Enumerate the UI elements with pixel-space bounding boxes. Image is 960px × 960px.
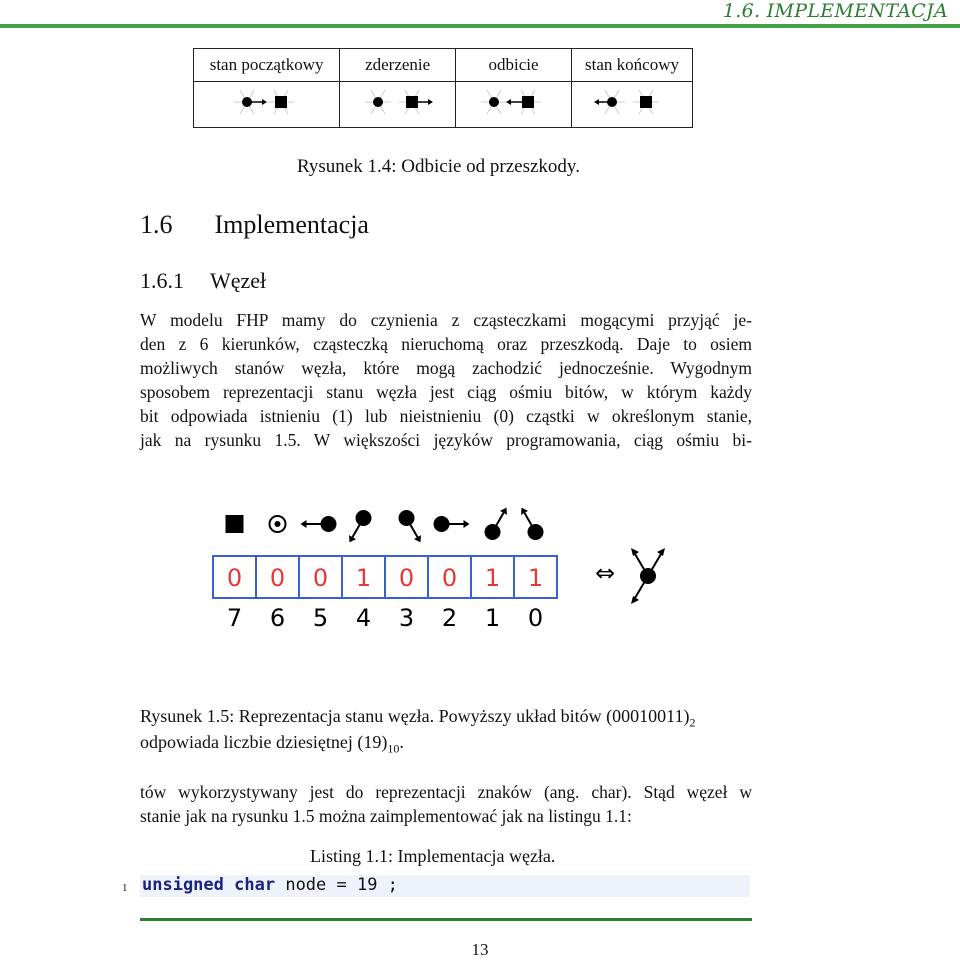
paragraph-line: stanie jak na rysunku 1.5 można zaimplementować jak na listingu 1.1:	[140, 806, 632, 826]
icon-reflection	[456, 82, 572, 128]
bit-boxes	[213, 556, 557, 598]
col-collision: zderzenie	[340, 49, 456, 82]
code-line	[142, 875, 398, 895]
col-initial-state: stan początkowy	[194, 49, 340, 82]
paragraph-1	[140, 308, 752, 452]
code-rest: node = 19 ;	[275, 875, 398, 895]
paragraph-line: jak na rysunku 1.5. W większości języków programowania, ciąg ośmiu bi-	[140, 430, 752, 450]
code-keyword: char	[234, 875, 276, 895]
listing-caption: Listing 1.1: Implementacja węzła.	[310, 846, 556, 866]
bit-index: 1	[484, 604, 501, 632]
caption-text: .	[399, 732, 404, 752]
combined-node-icon	[631, 548, 665, 604]
bit-value: 0	[312, 564, 329, 592]
col-reflection: odbicie	[456, 49, 572, 82]
bit-index: 0	[527, 604, 544, 632]
caption-text: Rysunek 1.5: Reprezentacja stanu węzła. Powyższy układ bitów (00010011)	[140, 706, 690, 726]
figure-1-5-caption-line2	[140, 732, 404, 757]
bit-value: 0	[226, 564, 243, 592]
bit-index: 2	[441, 604, 458, 632]
subsection-title: Węzeł	[210, 268, 267, 293]
caption-text: odpowiada liczbie dziesiętnej (19)	[140, 732, 388, 752]
paragraph-line: bit odpowiada istnieniu (1) lub nieistnieniu (0) cząstki w określonym stanie,	[140, 406, 752, 426]
obstacle-icon	[226, 515, 244, 533]
bit-index: 3	[398, 604, 415, 632]
bit-index: 4	[355, 604, 372, 632]
icon-collision	[340, 82, 456, 128]
state-icons	[226, 508, 544, 543]
subsection-number: 1.6.1	[140, 268, 184, 293]
paragraph-line: możliwych stanów węzła, które mogą zachodzić jednocześnie. Wygodnym	[140, 358, 752, 378]
section-heading	[140, 210, 369, 240]
bit-value: 0	[269, 564, 286, 592]
figure-1-4-caption: Rysunek 1.4: Odbicie od przeszkody.	[297, 156, 580, 177]
icon-initial-state	[194, 82, 340, 128]
rest-particle-dot	[275, 521, 281, 527]
bit-index: 5	[312, 604, 329, 632]
figure-1-5-caption-line1	[140, 706, 695, 731]
bit-value: 1	[484, 564, 501, 592]
paragraph-line: sposobem reprezentacji stanu węzła jest ciąg ośmiu bitów, w którym każdy	[140, 382, 752, 402]
code-keyword: unsigned	[142, 875, 224, 895]
direction-arrow-head	[301, 520, 307, 528]
paragraph-line: den z 6 kierunków, cząsteczką nieruchomą oraz przeszkodą. Daje to osiem	[140, 334, 752, 354]
bit-value: 0	[441, 564, 458, 592]
equivalence-symbol: ⇔	[595, 559, 616, 587]
bit-value: 0	[398, 564, 415, 592]
col-final-state: stan końcowy	[572, 49, 693, 82]
code-line-number: 1	[122, 882, 128, 894]
paragraph-line: tów wykorzystywany jest do reprezentacji znaków (ang. char). Stąd węzeł w	[140, 782, 752, 802]
paragraph-2	[140, 780, 752, 828]
bit-index: 6	[269, 604, 286, 632]
footer-rule	[140, 918, 752, 921]
running-title: 1.6. IMPLEMENTACJA	[722, 0, 948, 22]
paragraph-line: W modelu FHP mamy do czynienia z cząsteczkami mogącymi przyjąć je-	[140, 310, 752, 330]
bit-value: 1	[355, 564, 372, 592]
section-title: Implementacja	[214, 210, 369, 239]
bit-index: 7	[226, 604, 243, 632]
header-rule	[0, 24, 960, 28]
caption-subscript: 2	[689, 715, 696, 730]
bit-value: 1	[527, 564, 544, 592]
icon-final-state	[572, 82, 693, 128]
caption-subscript: 10	[387, 741, 400, 756]
page-number: 13	[471, 940, 489, 959]
direction-arrow-head	[464, 520, 470, 528]
figure-1-5-diagram	[205, 490, 685, 635]
figure-1-4-table	[193, 48, 693, 124]
bit-indices	[227, 604, 543, 632]
subsection-heading	[140, 268, 266, 294]
section-number: 1.6	[140, 210, 173, 239]
